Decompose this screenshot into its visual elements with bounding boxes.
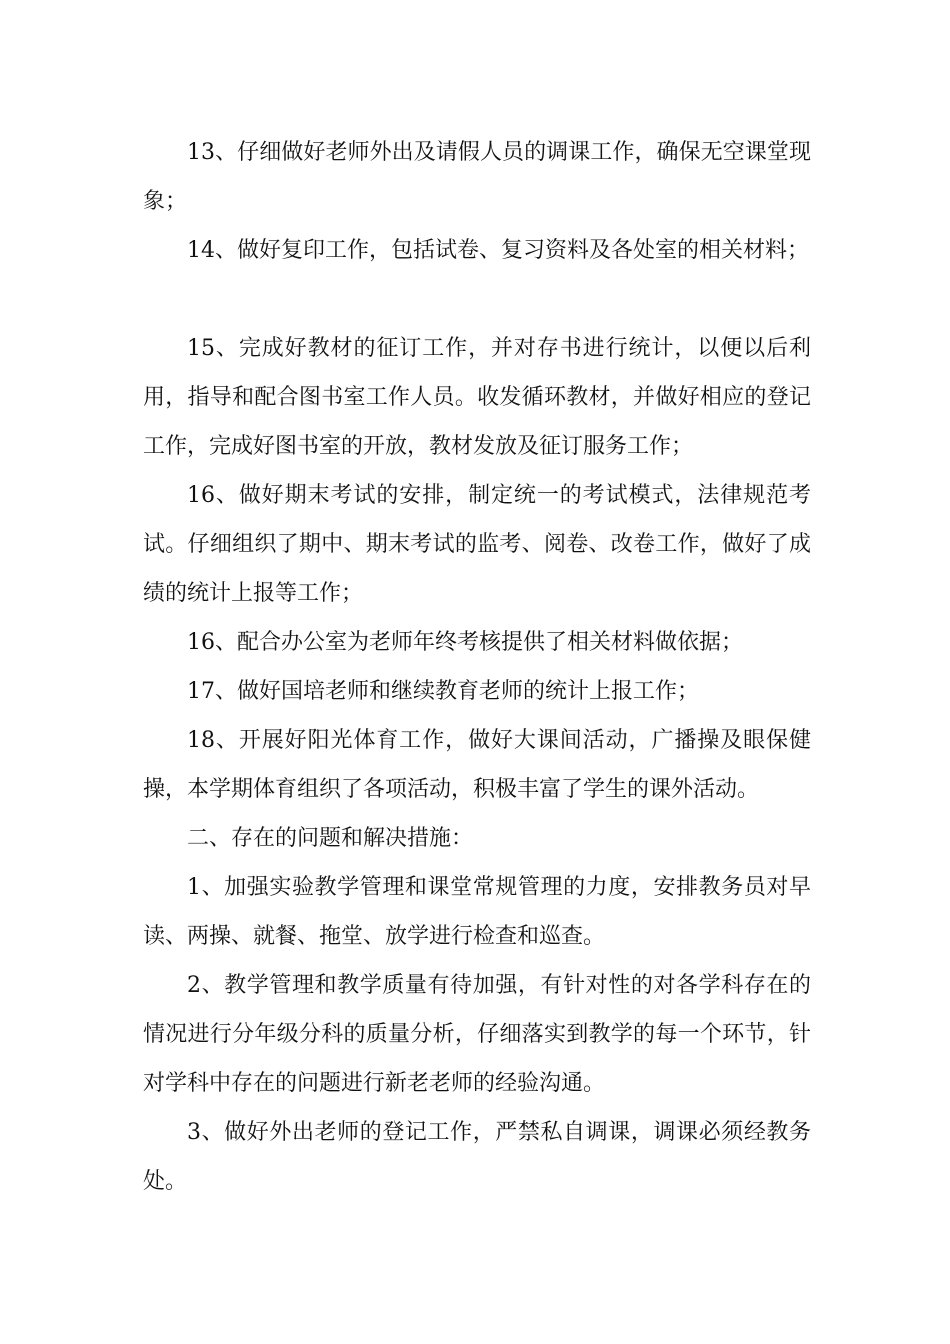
measure-3: 3、做好外出老师的登记工作，严禁私自调课，调课必须经教务处。 — [143, 1120, 811, 1194]
paragraph-14: 14、做好复印工作，包括试卷、复习资料及各处室的相关材料； — [187, 238, 809, 263]
paragraph-17: 17、做好国培老师和继续教育老师的统计上报工作； — [187, 679, 699, 704]
document-body — [143, 128, 811, 1206]
measure-1: 1、加强实验教学管理和课堂常规管理的力度，安排教务员对早读、两操、就餐、拖堂、放学进行检查和巡查。 — [143, 875, 811, 949]
paragraph-18: 18、开展好阳光体育工作，做好大课间活动，广播操及眼保健操，本学期体育组织了各项活动，积极丰富了学生的课外活动。 — [143, 728, 811, 802]
section-heading-problems: 二、存在的问题和解决措施： — [187, 826, 474, 851]
blank-line — [143, 275, 811, 324]
paragraph-16-exams: 16、做好期末考试的安排，制定统一的考试模式，法律规范考试。仔细组织了期中、期末考试的监考、阅卷、改卷工作，做好了成绩的统计上报等工作； — [143, 483, 811, 606]
paragraph-16-assessment: 16、配合办公室为老师年终考核提供了相关材料做依据； — [187, 630, 743, 655]
paragraph-15: 15、完成好教材的征订工作，并对存书进行统计，以便以后利用，指导和配合图书室工作人员。收发循环教材，并做好相应的登记工作，完成好图书室的开放，教材发放及征订服务工作； — [143, 336, 811, 459]
measure-2: 2、教学管理和教学质量有待加强，有针对性的对各学科存在的情况进行分年级分科的质量分析，仔细落实到教学的每一个环节，针对学科中存在的问题进行新老老师的经验沟通。 — [143, 973, 811, 1096]
paragraph-13: 13、仔细做好老师外出及请假人员的调课工作，确保无空课堂现象； — [143, 140, 811, 214]
